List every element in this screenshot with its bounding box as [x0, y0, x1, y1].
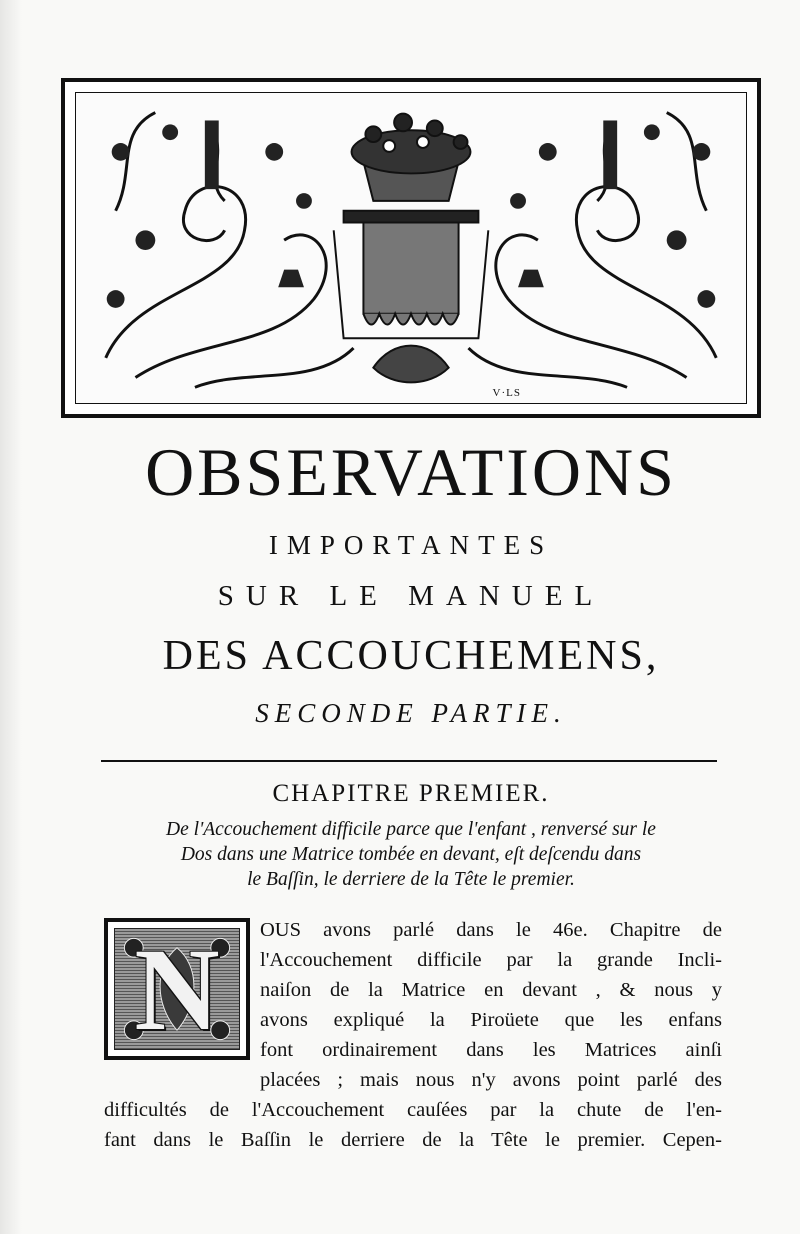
page-title: OBSERVATIONS: [145, 434, 677, 510]
page-gutter-shadow: [0, 0, 22, 1234]
body-text-line: font ordinairement dans les Matrices ainſi: [260, 1039, 722, 1061]
title-line-accouchemens: DES ACCOUCHEMENS,: [162, 633, 660, 679]
chapter-heading: CHAPITRE PREMIER.: [272, 780, 550, 807]
title-line-seconde-partie: SECONDE PARTIE.: [255, 698, 567, 728]
drop-cap-engraving: [114, 928, 240, 1050]
drop-cap: [104, 918, 250, 1060]
engraver-mark: V·LS: [492, 387, 521, 399]
title-line-sur-le-manuel: SUR LE MANUEL: [217, 580, 605, 612]
chapter-summary-line: le Baſſin, le derriere de la Tête le premier.: [247, 869, 575, 890]
chapter-summary-line: De l'Accouchement difficile parce que l'enfant , renversé sur le: [166, 819, 656, 840]
body-text-line: placées ; mais nous n'y avons point parlé des: [260, 1069, 722, 1091]
body-text-line: l'Accouchement difficile par la grande Incli-: [260, 949, 722, 971]
body-text-line: difficultés de l'Accouchement cauſées par la chute de l'en-: [104, 1099, 722, 1121]
chapter-summary-line: Dos dans une Matrice tombée en devant, eſt deſcendu dans: [180, 844, 642, 865]
body-text-line: fant dans le Baſſin le derriere de la Tête le premier. Cepen-: [104, 1129, 722, 1151]
body-text-line: OUS avons parlé dans le 46e. Chapitre de: [260, 919, 722, 941]
chapter-summary: [100, 817, 722, 892]
ornamental-headpiece: [61, 78, 761, 418]
horizontal-rule: [101, 760, 717, 762]
drop-cap-letter: N: [134, 928, 220, 1050]
headpiece-engraving: [75, 92, 747, 404]
body-text-line: avons expliqué la Piroüete que les enfans: [260, 1009, 722, 1031]
floral-scroll-ornament: [76, 93, 746, 403]
body-text-line: naiſon de la Matrice en devant , & nous y: [260, 979, 722, 1001]
title-line-importantes: IMPORTANTES: [268, 530, 554, 560]
